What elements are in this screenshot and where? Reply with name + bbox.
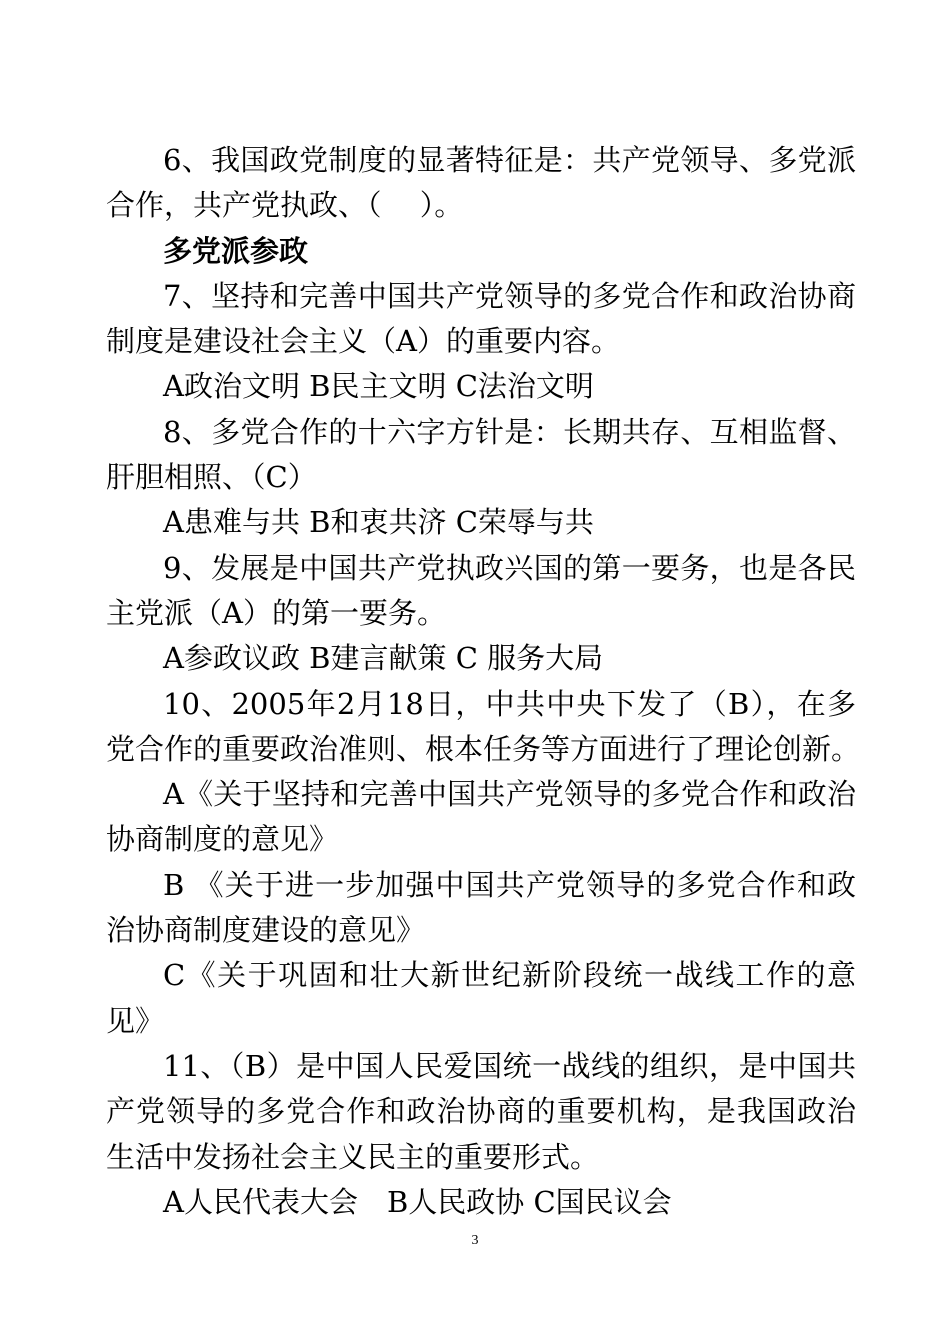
question-10-option-b-line-2: 治协商制度建设的意见》 [106,913,426,948]
question-10-option-c-line-2: 见》 [106,1003,165,1038]
question-10-option-a-line-2: 协商制度的意见》 [106,822,339,857]
question-8-line-1: 8、多党合作的十六字方针是：长期共存、互相监督、 [163,414,856,449]
question-7-options: A政治文明 B民主文明 C法治文明 [163,369,594,404]
question-7-line-1: 7、坚持和完善中国共产党领导的多党合作和政治协商 [163,278,856,313]
page-number: 3 [471,1233,479,1248]
question-8-options: A患难与共 B和衷共济 C荣辱与共 [163,505,594,540]
question-11-line-1: 11、（B）是中国人民爱国统一战线的组织，是中国共 [163,1048,856,1083]
question-9-line-2: 主党派（A）的第一要务。 [106,595,446,630]
question-7-line-2: 制度是建设社会主义（A）的重要内容。 [106,324,620,359]
document-body [106,138,861,1225]
question-10-option-a-line-1: A《关于坚持和完善中国共产党领导的多党合作和政治 [163,777,856,812]
question-11-line-2: 产党领导的多党合作和政治协商的重要机构，是我国政治 [106,1094,856,1129]
question-6-line-2: 合作，共产党执政、（ ）。 [106,188,464,223]
question-9-options: A参政议政 B建言献策 C 服务大局 [163,641,604,676]
question-10-option-b-line-1: B 《关于进一步加强中国共产党领导的多党合作和政 [163,867,856,902]
question-9-line-1: 9、发展是中国共产党执政兴国的第一要务，也是各民 [163,550,856,585]
question-11-options: A人民代表大会 B人民政协 C国民议会 [163,1184,672,1219]
question-6-line-1: 6、我国政党制度的显著特征是：共产党领导、多党派 [163,143,856,177]
question-10-line-1: 10、2005年2月18日，中共中央下发了（B），在多 [163,686,856,721]
question-10-option-c-line-1: C《关于巩固和壮大新世纪新阶段统一战线工作的意 [163,958,856,993]
question-10-line-2: 党合作的重要政治准则、根本任务等方面进行了理论创新。 [106,731,861,766]
question-11-line-3: 生活中发扬社会主义民主的重要形式。 [106,1139,600,1174]
question-6-answer: 多党派参政 [163,233,309,268]
question-8-line-2: 肝胆相照、（C） [106,460,317,495]
